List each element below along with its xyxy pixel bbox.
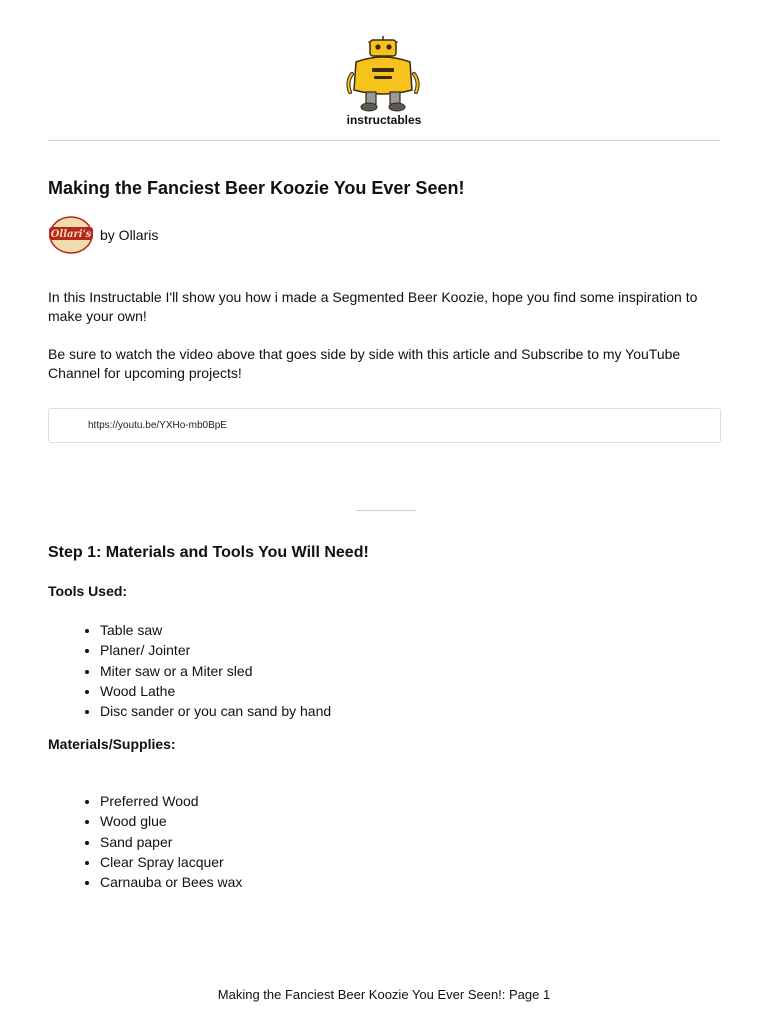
list-item: • Disc sander or you can sand by hand bbox=[100, 701, 331, 721]
page-footer: Making the Fanciest Beer Koozie You Ever Seen!: Page 1 bbox=[217, 987, 551, 1002]
list-item: • Clear Spray lacquer bbox=[100, 852, 242, 872]
video-embed-box[interactable] bbox=[48, 408, 721, 443]
step-title: Step 1: Materials and Tools You Will Need! bbox=[48, 544, 369, 561]
list-item: • Miter saw or a Miter sled bbox=[100, 661, 331, 681]
list-item: • Table saw bbox=[100, 620, 331, 640]
list-item: • Wood glue bbox=[100, 811, 242, 831]
header-divider bbox=[48, 140, 720, 141]
section-divider bbox=[356, 510, 416, 511]
materials-heading: Materials/Supplies: bbox=[48, 736, 176, 752]
video-link[interactable]: https://youtu.be/YXHo-mb0BpE bbox=[88, 420, 227, 431]
subscribe-paragraph: Be sure to watch the video above that goes side by side with this article and Subscribe to my YouTube Channel for upcoming projects! bbox=[48, 346, 681, 381]
list-item: • Planer/ Jointer bbox=[100, 640, 331, 660]
author-avatar[interactable] bbox=[48, 214, 94, 256]
list-item: • Carnauba or Bees wax bbox=[100, 872, 242, 892]
article-title: Making the Fanciest Beer Koozie You Ever Seen! bbox=[48, 178, 465, 198]
materials-list bbox=[85, 791, 242, 892]
logo-wordmark[interactable]: instructables bbox=[346, 113, 422, 127]
tools-heading: Tools Used: bbox=[48, 583, 128, 599]
author-byline[interactable]: by Ollaris bbox=[100, 227, 159, 243]
list-item: • Wood Lathe bbox=[100, 681, 331, 701]
intro-paragraph: In this Instructable I'll show you how i made a Segmented Beer Koozie, hope you find some inspiration to make your own! bbox=[48, 289, 698, 324]
instructables-robot-logo-icon[interactable] bbox=[340, 34, 426, 114]
avatar-logo-text: Ollari's bbox=[50, 229, 92, 240]
tools-list bbox=[85, 620, 331, 721]
list-item: • Sand paper bbox=[100, 832, 242, 852]
site-header bbox=[0, 0, 768, 140]
list-item: • Preferred Wood bbox=[100, 791, 242, 811]
